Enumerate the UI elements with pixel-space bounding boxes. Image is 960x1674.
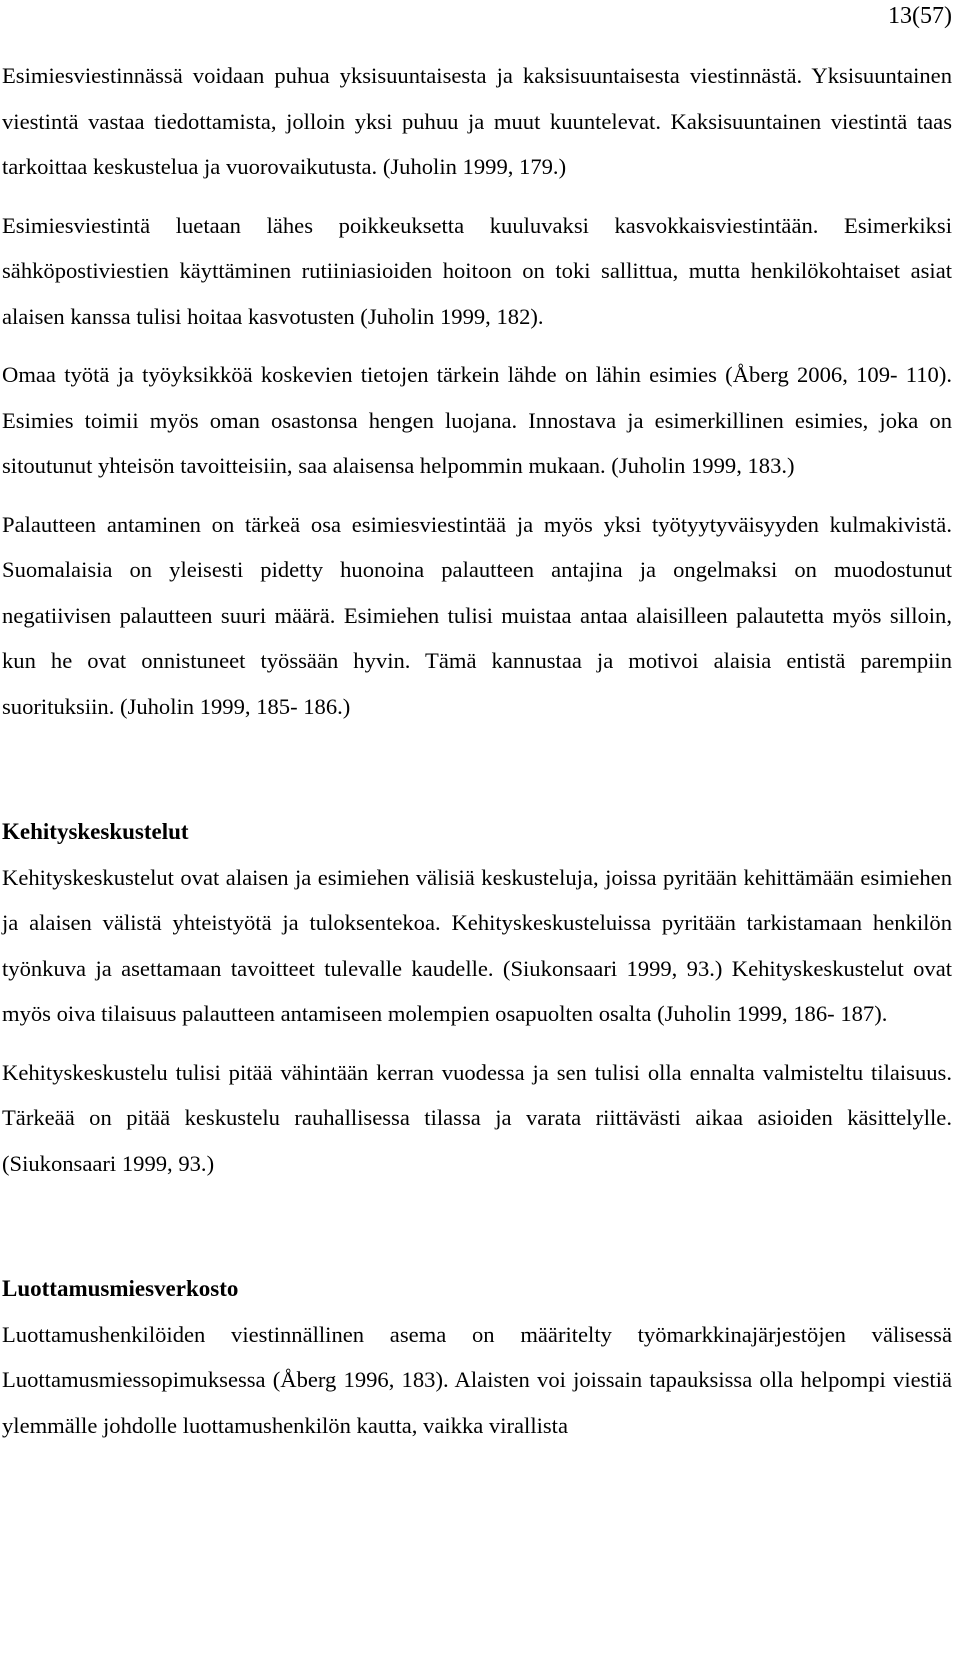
page-number: 13(57) <box>888 3 952 29</box>
paragraph-discussion-frequency: Kehityskeskustelu tulisi pitää vähintään kerran vuodessa ja sen tulisi olla ennalta valmisteltu tilaisuus. Tärkeää on pitää keskustelu rauhallisessa tilassa ja varata riittävästi aikaa asioiden käsittelylle. (Siukonsaari 1999, 93.) <box>2 1059 952 1176</box>
page-content <box>2 53 952 1448</box>
paragraph-communication-types: Esimiesviestinnässä voidaan puhua yksisuuntaisesta ja kaksisuuntaisesta viestinnästä. Yksisuuntainen viestintä vastaa tiedottamista, jolloin yksi puhuu ja muut kuuntelevat. Kaksisuuntainen viestintä taas tarkoittaa keskustelua ja vuorovaikutusta. (Juholin 1999, 179.) <box>2 63 952 179</box>
paragraph-nearest-supervisor: Omaa työtä ja työyksikköä koskevien tietojen tärkein lähde on lähin esimies (Åberg 2006, 109- 110). Esimies toimii myös oman osastonsa hengen luojana. Innostava ja esimerkillinen esimies, joka on sitoutunut yhteisön tavoitteisiin, saa alaisensa helpommin mukaan. (Juholin 1999, 183.) <box>2 362 952 478</box>
paragraph-development-discussions: Kehityskeskustelut ovat alaisen ja esimiehen välisiä keskusteluja, joissa pyritään kehittämään esimiehen ja alaisen välistä yhteistyötä ja tuloksentekoa. Kehityskeskusteluissa pyritään tarkistamaan henkilön työnkuva ja asettamaan tavoitteet tulevalle kaudelle. (Siukonsaari 1999, 93.) Kehityskeskustelut ovat myös oiva tilaisuus palautteen antamiseen molempien osapuolten osalta (Juholin 1999, 186- 187). <box>2 864 952 1026</box>
paragraph-shop-stewards: Luottamushenkilöiden viestinnällinen asema on määritelty työmarkkinajärjestöjen välisessä Luottamusmiessopimuksessa (Åberg 1996, 183). Alaisten voi joissain tapauksissa olla helpompi viestiä ylemmälle johdolle luottamushenkilön kautta, vaikka virallista <box>2 1321 952 1438</box>
paragraph-face-to-face: Esimiesviestintä luetaan lähes poikkeuksetta kuuluvaksi kasvokkaisviestintään. Esimerkiksi sähköpostiviestien käyttäminen rutiiniasioiden hoitoon on toki sallittua, mutta henkilökohtaiset asiat alaisen kanssa tulisi hoitaa kasvotusten (Juholin 1999, 182). <box>2 212 952 329</box>
heading-kehityskeskustelut: Kehityskeskustelut <box>2 819 189 844</box>
heading-luottamusmiesverkosto: Luottamusmiesverkosto <box>2 1276 239 1301</box>
paragraph-feedback: Palautteen antaminen on tärkeä osa esimiesviestintää ja myös yksi työtyytyväisyyden kulmakivistä. Suomalaisia on yleisesti pidetty huonoina palautteen antajina ja ongelmaksi on muodostunut negatiivisen palautteen suuri määrä. Esimiehen tulisi muistaa antaa alaisilleen palautetta myös silloin, kun he ovat onnistuneet työssään hyvin. Tämä kannustaa ja motivoi alaisia entistä parempiin suorituksiin. (Juholin 1999, 185- 186.) <box>2 511 952 719</box>
